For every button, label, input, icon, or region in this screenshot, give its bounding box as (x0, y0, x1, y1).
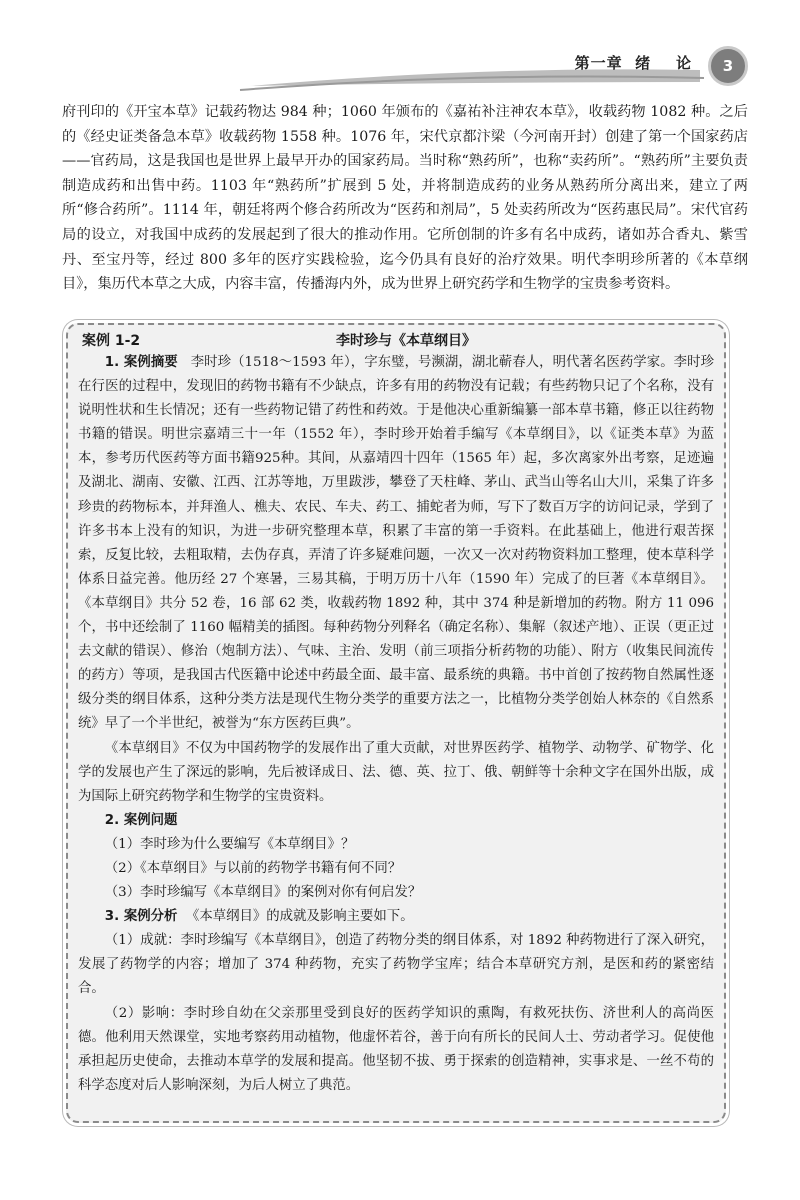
case-influence: 《本草纲目》不仅为中国药物学的发展作出了重大贡献，对世界医药学、植物学、动物学、矿物学、化学的发展也产生了深远的影响，先后被译成日、法、德、英、拉丁、俄、朝鲜等十余种文字在国外出版，成为国际上研究药物学和生物学的宝贵资料。 (78, 740, 714, 804)
question-item: （2）《本草纲目》与以前的药物学书籍有何不同？ (104, 860, 402, 876)
question-item: （3）李时珍编写《本草纲目》的案例对你有何启发？ (104, 885, 422, 901)
case-analysis (78, 905, 714, 929)
case-title: 李时珍与《本草纲目》 (336, 333, 476, 349)
question-item: （1）李时珍为什么要编写《本草纲目》？ (104, 836, 355, 852)
case-header (78, 327, 714, 351)
case-body (78, 351, 714, 1098)
summary-heading: 1. 案例摘要 (104, 355, 178, 370)
page-header (0, 0, 800, 100)
case-summary (78, 351, 714, 737)
analysis-intro: 《本草纲目》的成就及影响主要如下。 (185, 909, 414, 925)
case-id: 案例 1-2 (82, 333, 141, 349)
summary-text: 李时珍（1518～1593 年），字东璧，号濒湖，湖北蕲春人，明代著名医药学家。李时珍在行医的过程中，发现旧的药物书籍有不少缺点，许多有用的药物没有记载；有些药物只记了个名称，没有说明性状和生长情况；还有一些药物记错了药性和药效。于是他决心重新编纂一部本草书籍，修正以往药物书籍的错误。明世宗嘉靖三十一年（1552 年），李时珍开始着手编写《本草纲目》，以《证类本草》为蓝本，参考历代医药等方面书籍925种。其间，从嘉靖四十四年（1565 年）起，多次离家外出考察，足迹遍及湖北、湖南、安徽、江西、江苏等地，万里跋涉，攀登了天柱峰、茅山、武当山等名山大川，采集了许多珍贵的药物标本，并拜渔人、樵夫、农民、车夫、药工、捕蛇者为师，写下了数百万字的访问记录，学到了许多书本上没有的知识，为进一步研究整理本草，积累了丰富的第一手资料。在此基础上，他进行艰苦探索，反复比较，去粗取精，去伪存真，弄清了许多疑难问题，一次又一次对药物资料加工整理，使本草科学体系日益完善。他历经 27 个寒暑，三易其稿，于明万历十八年（1590 年）完成了的巨著《本草纲目》。《本草纲目》共分 52 卷，16 部 62 类，收载药物 1892 种，其中 374 种是新增加的药物。附方 11 096 个，书中还绘制了 1160 幅精美的插图。每种药物分列释名（确定名称）、集解（叙述产地）、正误（更正过去文献的错误）、修治（炮制方法）、气味、主治、发明（前三项指分析药物的功能）、附方（收集民间流传的药方）等项，是我国古代医籍中论述中药最全面、最丰富、最系统的典籍。书中首创了按药物自然属性逐级分类的纲目体系，这种分类方法是现代生物分类学的重要方法之一，比植物分类学创始人林奈的《自然系统》早了一个半世纪，被誉为“东方医药巨典”。 (78, 355, 714, 732)
body-text (62, 100, 748, 297)
page-number: 3 (708, 46, 748, 86)
chapter-title: 第一章 绪 论 (574, 54, 692, 72)
case-box (66, 323, 726, 1123)
analysis-point: （1）成就：李时珍编写《本草纲目》，创造了药物分类的纲目体系，对 1892 种药物进行了深入研究，发展了药物学的内容；增加了 374 种药物，充实了药物学宝库；结合本草研究方剂，是医和药的紧密结合。 (78, 933, 714, 997)
header-decoration (0, 0, 800, 100)
analysis-point: （2）影响：李时珍自幼在父亲那里受到良好的医药学知识的熏陶，有救死扶伤、济世利人的高尚医德。他利用天然课堂，实地考察药用动植物，他虚怀若谷，善于向有所长的民间人士、劳动者学习。促使他承担起历史使命，去推动本草学的发展和提高。他坚韧不拔、勇于探索的创造精神，实事求是、一丝不苟的科学态度对后人影响深刻，为后人树立了典范。 (78, 1005, 714, 1093)
body-paragraph: 府刊印的《开宝本草》记载药物达 984 种；1060 年颁布的《嘉祐补注神农本草》，收载药物 1082 种。之后的《经史证类备急本草》收载药物 1558 种。1076 年，宋代京都汴梁（今河南开封）创建了第一个国家药店——官药局，这是我国也是世界上最早开办的国家药局。当时称“熟药所”，也称“卖药所”。“熟药所”主要负责制造成药和出售中药。1103 年“熟药所”扩展到 5 处，并将制造成药的业务从熟药所分离出来，建立了两所“修合药所”。1114 年，朝廷将两个修合药所改为“医药和剂局”，5 处卖药所改为“医药惠民局”。宋代官药局的设立，对我国中成药的发展起到了很大的推动作用。它所创制的许多有名中成药，诸如苏合香丸、紫雪丹、至宝丹等，经过 800 多年的医疗实践检验，迄今仍具有良好的治疗效果。明代李明珍所著的《本草纲目》，集历代本草之大成，内容丰富，传播海内外，成为世界上研究药学和生物学的宝贵参考资料。 (62, 104, 748, 293)
questions-heading: 2. 案例问题 (104, 812, 178, 828)
analysis-heading: 3. 案例分析 (104, 909, 178, 925)
